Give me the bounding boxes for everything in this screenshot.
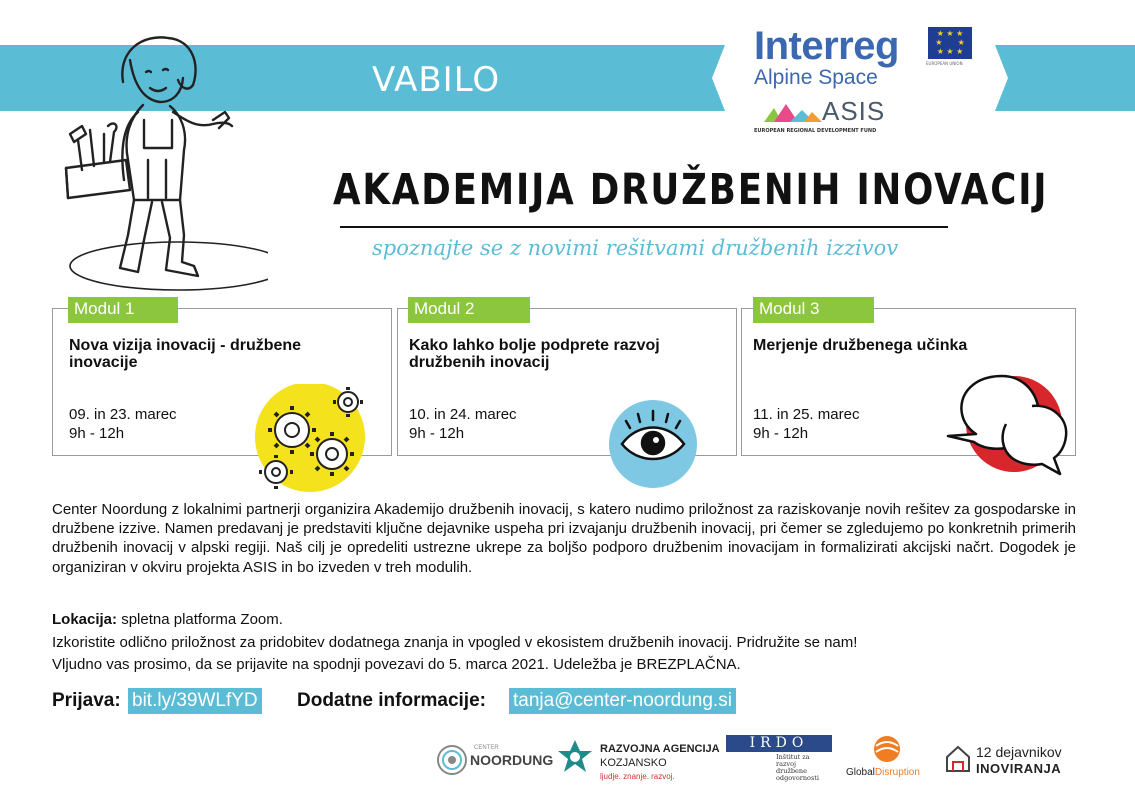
register-note: Vljudno vas prosimo, da se prijavite na spodnji povezavi do 5. marca 2021. Udeležba je BREZPLAČNA. bbox=[52, 656, 741, 673]
module-title-1: Nova vizija inovacij - družbene inovacije bbox=[69, 337, 302, 371]
registration-link[interactable]: bit.ly/39WLfYD bbox=[128, 688, 262, 714]
module-title-3: Merjenje družbenega učinka bbox=[753, 337, 968, 354]
speech-bubbles-icon bbox=[944, 368, 1074, 480]
title-underline bbox=[340, 226, 948, 228]
global-disruption-icon bbox=[872, 734, 902, 764]
interreg-program: Alpine Space bbox=[754, 66, 878, 89]
noordung-icon bbox=[436, 744, 468, 776]
page-subtitle: spoznajte se z novimi rešitvami družbenih izzivov bbox=[372, 236, 899, 260]
global-disruption-a: Global bbox=[846, 767, 875, 778]
kozjansko-line1: RAZVOJNA AGENCIJA bbox=[600, 743, 720, 755]
module-tab-2: Modul 2 bbox=[408, 297, 530, 323]
interreg-logo bbox=[750, 22, 980, 140]
module-time-2: 9h - 12h bbox=[409, 425, 465, 442]
kozjansko-star-icon bbox=[556, 738, 594, 776]
noordung-name: NOORDUNG bbox=[470, 752, 554, 768]
module-dates-3: 11. in 25. marec bbox=[753, 406, 860, 423]
irdo-name: IRDO bbox=[726, 735, 832, 752]
irdo-caption: Inštitut za razvoj družbene odgovornosti bbox=[776, 753, 819, 782]
global-disruption-name bbox=[846, 767, 920, 778]
asis-project: ASIS bbox=[822, 96, 886, 126]
email-link[interactable]: tanja@center-noordung.si bbox=[509, 688, 736, 714]
noordung-small: CENTER bbox=[474, 745, 499, 751]
dejavnikov-line1: 12 dejavnikov bbox=[976, 744, 1062, 760]
registration-label: Prijava: bbox=[52, 690, 121, 711]
erdf-caption: EUROPEAN REGIONAL DEVELOPMENT FUND bbox=[754, 128, 877, 134]
module-dates-1: 09. in 23. marec bbox=[69, 406, 177, 423]
banner-title: VABILO bbox=[372, 60, 501, 100]
info-label: Dodatne informacije: bbox=[297, 690, 486, 711]
gears-icon bbox=[252, 384, 380, 494]
eu-caption: EUROPEAN UNION bbox=[926, 61, 963, 66]
eye-icon bbox=[608, 394, 698, 494]
dejavnikov-line2: INOVIRANJA bbox=[976, 761, 1062, 776]
global-disruption-b: Disruption bbox=[874, 767, 920, 778]
location-value: spletna platforma Zoom. bbox=[117, 611, 283, 628]
kozjansko-line2: KOZJANSKO bbox=[600, 757, 667, 769]
module-time-3: 9h - 12h bbox=[753, 425, 809, 442]
eu-flag-icon: ★ ★ ★ ★ ★ ★ ★ ★ bbox=[928, 27, 972, 59]
girl-with-toolbox-illustration bbox=[48, 30, 268, 292]
module-dates-2: 10. in 24. marec bbox=[409, 406, 517, 423]
module-tab-1: Modul 1 bbox=[68, 297, 178, 323]
module-title-2: Kako lahko bolje podprete razvoj družbenih inovacij bbox=[409, 337, 660, 371]
page-title: AKADEMIJA DRUŽBENIH INOVACIJ bbox=[333, 165, 1049, 215]
location-line bbox=[52, 611, 283, 628]
asis-mountains-icon bbox=[764, 100, 822, 124]
module-tab-3: Modul 3 bbox=[753, 297, 874, 323]
house-icon bbox=[944, 744, 972, 774]
location-label: Lokacija: bbox=[52, 611, 118, 628]
intro-paragraph: Center Noordung z lokalnimi partnerji organizira Akademijo družbenih inovacij, s katero nudimo priložnost za raziskovanje novih rešitev za gospodarske in družbene izzive. Namen predavanj je predstaviti ključne dejavnike uspeha pri izvajanju družbenih inovacij, pri čemer se zgledujemo po konkretnih primerih družbenih inovacij v alpski regiji. Naš cilj je opredeliti ustrezne ukrepe za boljšo podporo družbenim inovacijam in formalizirati akcijski načrt. Dogodek je organiziran v okviru projekta ASIS in bo izveden v treh modulih. bbox=[52, 501, 1076, 576]
module-time-1: 9h - 12h bbox=[69, 425, 125, 442]
kozjansko-tagline: ljudje. znanje. razvoj. bbox=[600, 772, 675, 781]
invite-line: Izkoristite odlično priložnost za pridobitev dodatnega znanja in vpogled v ekosistem družbenih inovacij. Pridružite se nam! bbox=[52, 634, 858, 651]
interreg-brand: Interreg bbox=[754, 24, 899, 68]
